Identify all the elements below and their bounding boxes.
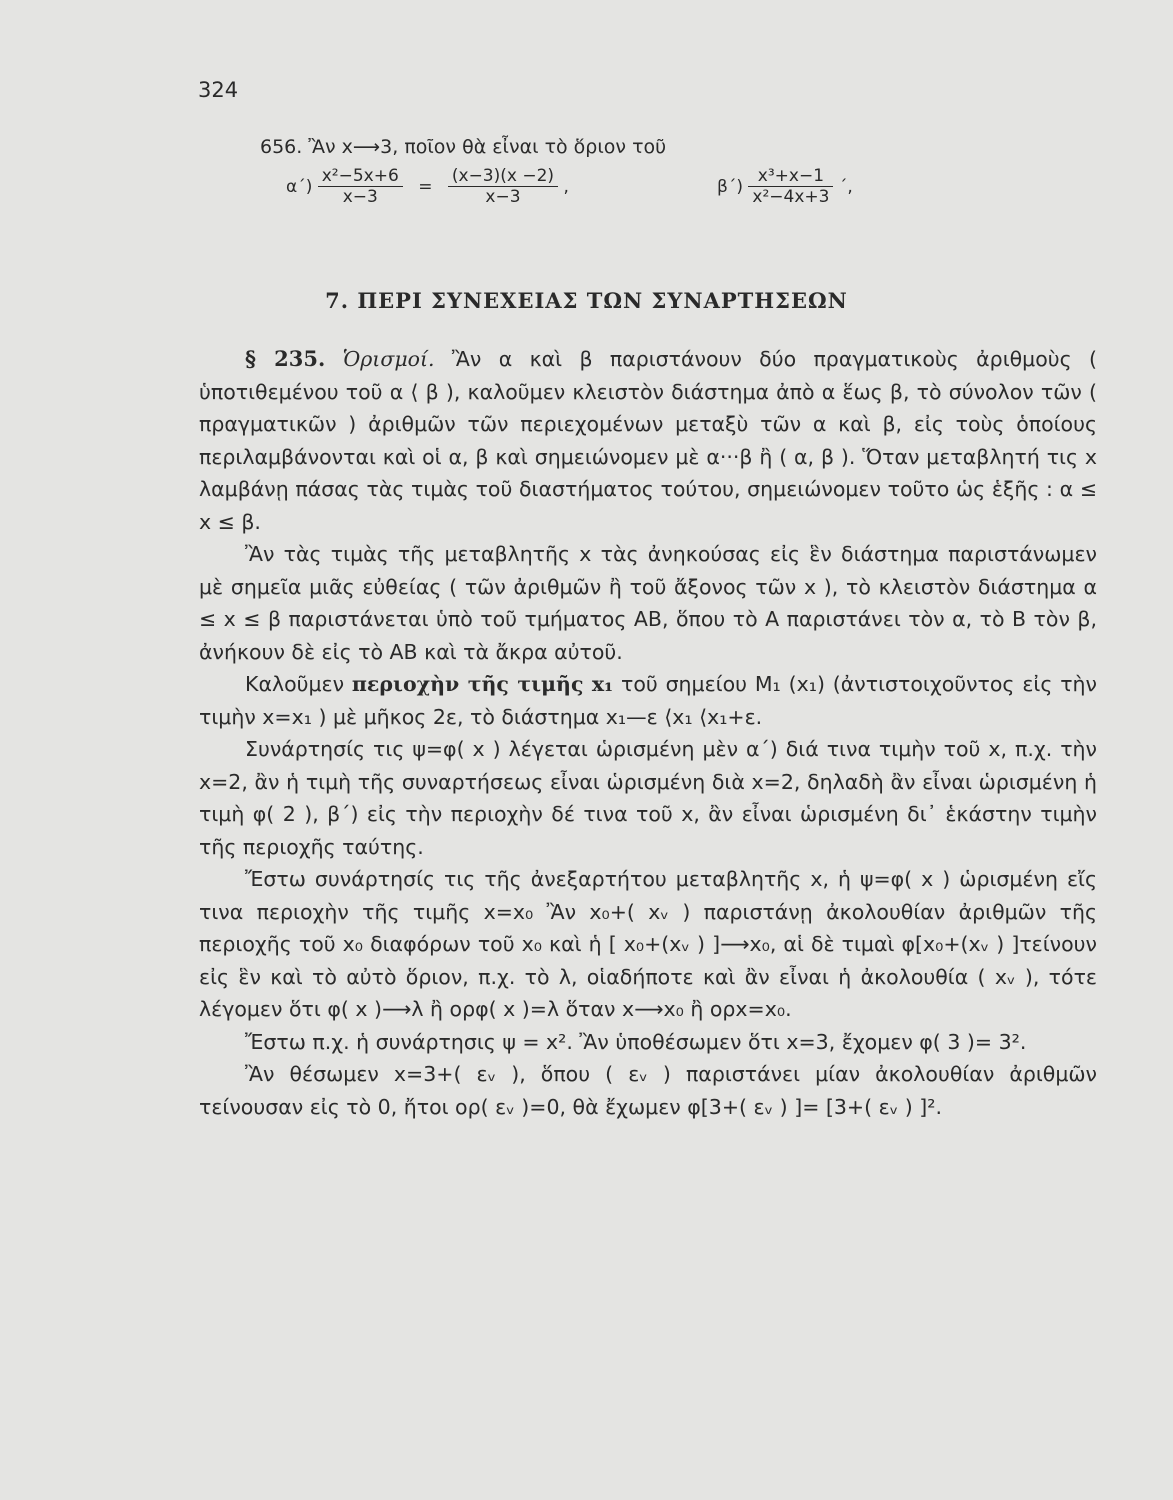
section-heading: 7. ΠΕΡΙ ΣΥΝΕΧΕΙΑΣ ΤΩΝ ΣΥΝΑΡΤΗΣΕΩΝ — [325, 288, 848, 313]
equals-sign: = — [418, 176, 433, 197]
paragraph-4: Συνάρτησίς τις ψ=φ( x ) λέγεται ὡρισμένη μὲν α΄) διά τινα τιμὴν τοῦ x, π.χ. τὴν x=2, ἂν ἡ τιμὴ τῆς συναρτήσεως εἶναι ὡρισμένη διὰ x=2, δηλαδὴ ἂν εἶναι ὡρισμένη ἡ τιμὴ φ( 2 ), β΄) εἰς τὴν περιοχὴν δέ τινα τοῦ x, ἂν εἶναι ὡρισμένη δι᾽ ἑκάστην τιμὴν τῆς περιοχῆς ταύτης. — [199, 737, 1097, 859]
paragraph-3-post: τοῦ σημείου M₁ (x₁) (ἀντιστοιχοῦντος εἰς τὴν τιμὴν x=x₁ ) μὲ μῆκος 2ε, τὸ διάστημα x₁—ε ⟨x₁ ⟨x₁+ε. — [199, 672, 1097, 729]
paragraph-3-pre: Καλοῦμεν — [245, 672, 352, 696]
paragraph-1-text: Ἂν α καὶ β παριστάνουν δύο πραγματικοὺς ἀριθμοὺς ( ὑποτιθεμένου τοῦ α ⟨ β ), καλοῦμεν κλειστὸν διάστημα ἀπὸ α ἕως β, τὸ σύνολον τῶν ( πραγματικῶν ) ἀριθμῶν τῶν περιεχομένων μεταξὺ τῶν α καὶ β, εἰς τοὺς ὁποίους περιλαμβάνονται καὶ οἱ α, β καὶ σημειώνομεν μὲ α···β ἢ ( α, β ). Ὅταν μεταβλητή τις x λαμβάνῃ πάσας τὰς τιμὰς τοῦ διαστήματος τούτου, σημειώνομεν τοῦτο ὡς ἑξῆς : α ≤ x ≤ β. — [199, 347, 1097, 534]
fraction-a2-denominator: x−3 — [485, 187, 521, 207]
fraction-a1 — [318, 166, 403, 207]
fraction-b — [748, 166, 833, 207]
paragraph-5: Ἔστω συνάρτησίς τις τῆς ἀνεξαρτήτου μεταβλητῆς x, ἡ ψ=φ( x ) ὡρισμένη εἴς τινα περιοχὴν τῆς τιμῆς x=x₀ Ἂν x₀+( xᵥ ) παριστάνῃ ἀκολουθίαν ἀριθμῶν τῆς περιοχῆς τοῦ x₀ διαφόρων τοῦ x₀ καὶ ἡ [ x₀+(xᵥ ) ]⟶x₀, αἱ δὲ τιμαὶ φ[x₀+(xᵥ ) ]τείνουν εἰς ἓν καὶ τὸ αὐτὸ ὅριον, π.χ. τὸ λ, οἱαδήποτε καὶ ἂν εἶναι ἡ ἀκολουθία ( xᵥ ), τότε λέγομεν ὅτι φ( x )⟶λ ἢ ορφ( x )=λ ὅταν x⟶x₀ ἢ ορx=x₀. — [199, 867, 1097, 1021]
formula-b-comma: ΄, — [838, 176, 853, 197]
paragraph-3-term: περιοχὴν τῆς τιμῆς x₁ — [351, 672, 614, 696]
fraction-b-numerator: x³+x−1 — [748, 166, 833, 187]
fraction-b-denominator: x²−4x+3 — [752, 187, 830, 207]
section-number: § 235. — [245, 346, 326, 371]
formula-a-label: α΄) — [286, 176, 313, 197]
body-text — [199, 343, 1097, 1123]
paragraph-6: Ἔστω π.χ. ἡ συνάρτησις ψ = x². Ἂν ὑποθέσωμεν ὅτι x=3, ἔχομεν φ( 3 )= 3². — [245, 1029, 1027, 1054]
formula-b — [717, 166, 853, 207]
paragraph-2: Ἂν τὰς τιμὰς τῆς μεταβλητῆς x τὰς ἀνηκούσας εἰς ἓν διάστημα παριστάνωμεν μὲ σημεῖα μιᾶς εὐθείας ( τῶν ἀριθμῶν ἢ τοῦ ἄξονος τῶν x ), τὸ κλειστὸν διάστημα α ≤ x ≤ β παριστάνεται ὑπὸ τοῦ τμήματος AB, ὅπου τὸ A παριστάνει τὸν α, τὸ B τὸν β, ἀνήκουν δὲ εἰς τὸ AB καὶ τὰ ἄκρα αὐτοῦ. — [199, 542, 1097, 664]
fraction-a1-numerator: x²−5x+6 — [318, 166, 403, 187]
fraction-a1-denominator: x−3 — [342, 187, 378, 207]
paragraph-3 — [199, 668, 1097, 733]
section-title: Ὁρισμοί. — [342, 347, 435, 371]
paragraph-1 — [199, 343, 1097, 538]
fraction-a2 — [448, 166, 558, 207]
page-number: 324 — [198, 78, 239, 102]
formula-a-comma: , — [563, 176, 569, 197]
exercise-656: 656. Ἂν x⟶3, ποῖον θὰ εἶναι τὸ ὅριον τοῦ — [260, 136, 667, 158]
formula-b-label: β΄) — [717, 176, 743, 197]
paragraph-7: Ἂν θέσωμεν x=3+( εᵥ ), ὅπου ( εᵥ ) παριστάνει μίαν ἀκολουθίαν ἀριθμῶν τείνουσαν εἰς τὸ 0, ἤτοι ορ( εᵥ )=0, θὰ ἔχωμεν φ[3+( εᵥ ) ]= [3+( εᵥ ) ]². — [199, 1062, 1097, 1119]
formula-a — [286, 166, 569, 207]
fraction-a2-numerator: (x−3)(x −2) — [448, 166, 558, 187]
